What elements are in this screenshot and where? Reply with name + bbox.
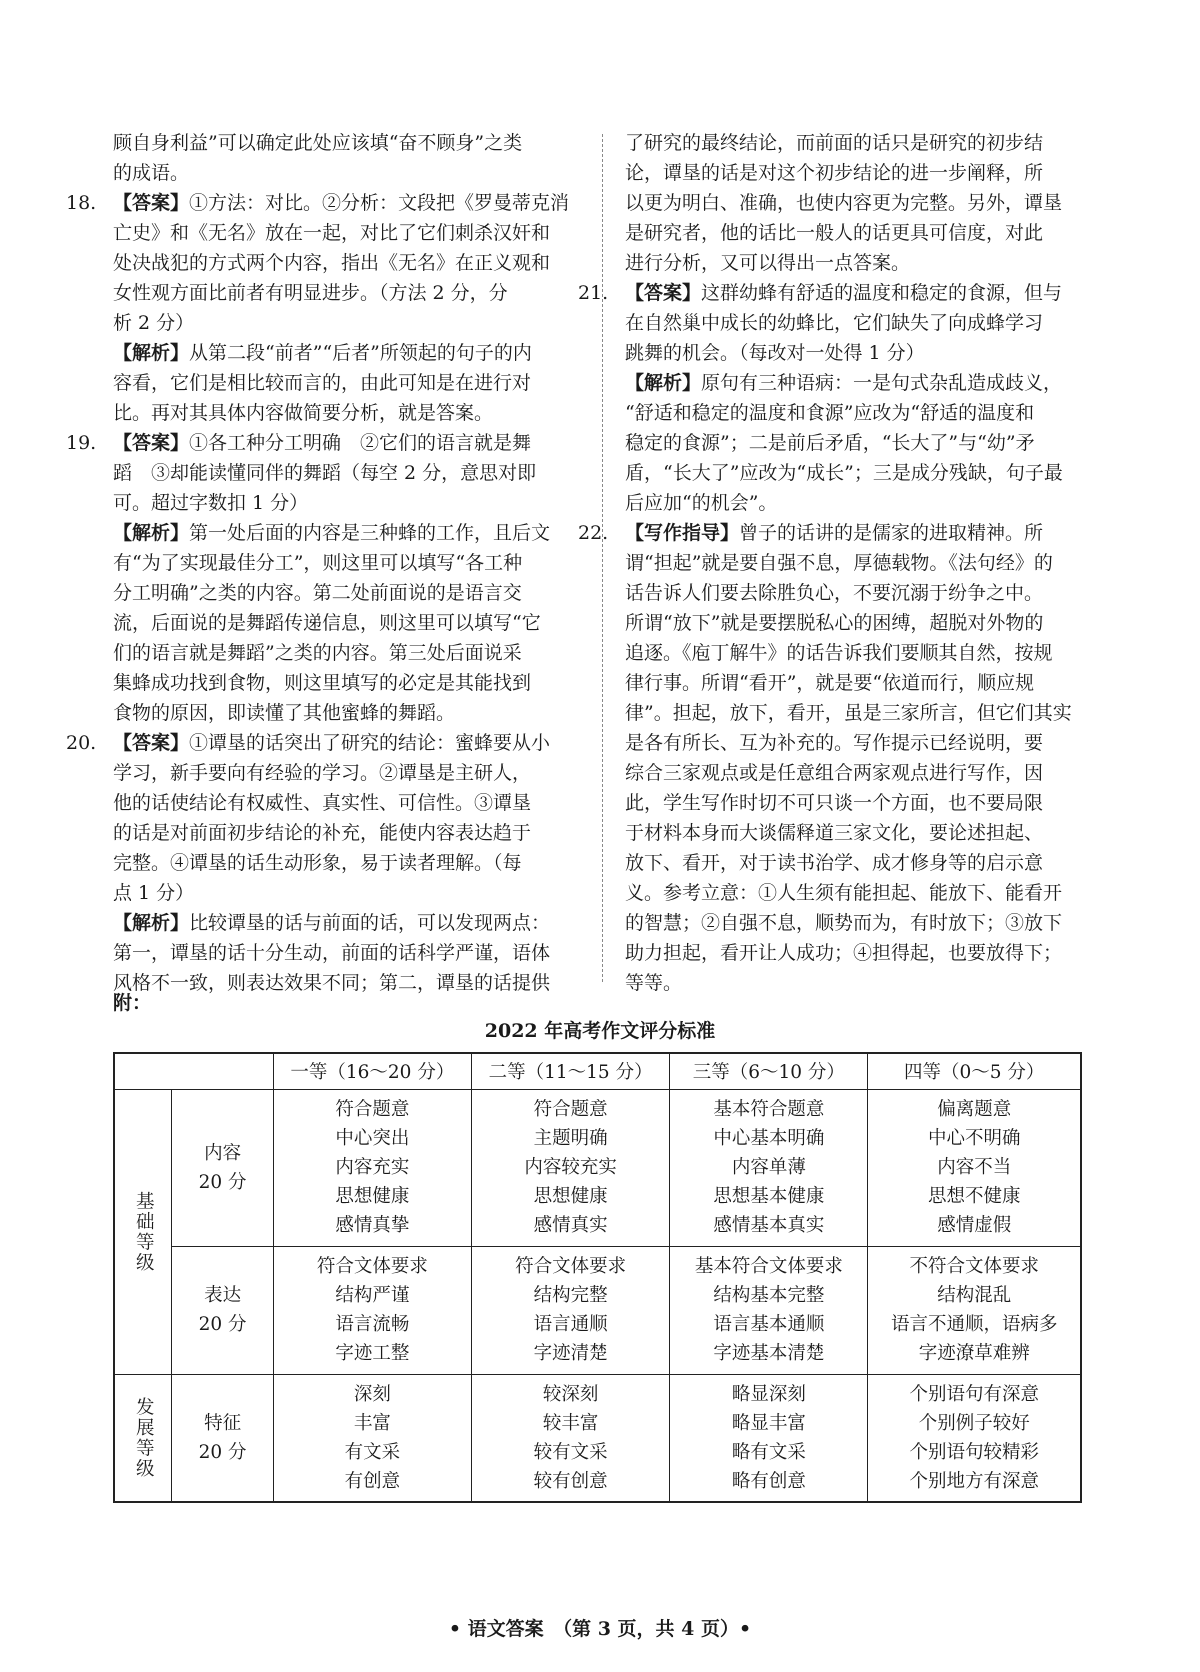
line-text: 可。超过字数扣 1 分） [113,492,309,514]
line-text: ①各工种分工明确 ②它们的语言就是舞 [189,432,532,454]
line-text: 于材料本身而大谈儒释道三家文化，要论述担起、 [625,822,1044,844]
grade-criterion: 思想健康 [335,1186,410,1207]
text-line [113,518,583,548]
text-line [113,488,583,518]
line-text: 综合三家观点或是任意组合两家观点进行写作，因 [625,762,1044,784]
text-line [625,248,1090,278]
line-text: 曾子的话讲的是儒家的进取精神。所 [739,522,1044,544]
grade-header: 一等（16～20 分） [273,1053,471,1089]
line-text: 的话是对前面初步结论的补充，能使内容表达趋于 [113,822,532,844]
grade-cell [273,1374,471,1502]
line-text: “舒适和稳定的温度和食源”应改为“舒适的温度和 [625,402,1035,424]
grade-cell [471,1246,669,1374]
text-line [113,788,583,818]
line-text: 蹈 ③却能读懂同伴的舞蹈（每空 2 分，意思对即 [113,462,537,484]
question-number: 19. [66,432,97,454]
grade-criterion: 语言通顺 [533,1314,608,1335]
text-line [113,248,583,278]
text-line [625,278,1090,308]
text-line [625,758,1090,788]
grade-criterion: 个别例子较好 [918,1412,1030,1434]
text-line [625,878,1090,908]
criterion-label [172,1089,273,1246]
line-text: 原句有三种语病：一是句式杂乱造成歧义， [701,372,1063,394]
line-text: 稳定的食源”；二是前后矛盾，“长大了”与“幼”矛 [625,432,1035,454]
text-line [625,458,1090,488]
grade-criterion: 语言不通顺，语病多 [890,1314,1058,1335]
text-line [625,398,1090,428]
grade-criterion: 字迹清楚 [533,1343,608,1364]
section-tag: 【答案】 [113,732,190,754]
grade-cell [471,1374,669,1502]
grade-criterion: 主题明确 [533,1128,608,1149]
grade-criterion: 较深刻 [542,1383,599,1405]
line-text: 点 1 分） [113,882,195,904]
text-line [113,308,583,338]
grade-criterion: 中心基本明确 [713,1128,825,1149]
text-line [113,938,583,968]
text-line [625,518,1090,548]
line-text: 处决战犯的方式两个内容，指出《无名》在正义观和 [113,252,551,274]
grade-criterion: 中心突出 [335,1128,410,1149]
text-line [625,638,1090,668]
text-line [625,668,1090,698]
grade-criterion: 个别地方有深意 [909,1470,1039,1492]
section-tag: 【解析】 [625,372,702,394]
line-text: 是各有所长、互为补充的。写作提示已经说明，要 [625,732,1044,754]
section-tag: 【解析】 [113,912,190,934]
text-line [625,908,1090,938]
grade-criterion: 结构严谨 [335,1285,410,1306]
grade-cell [670,1374,868,1502]
answer-paragraph [113,908,583,998]
text-line [625,938,1090,968]
table-title: 2022 年高考作文评分标准 [484,1020,716,1042]
section-tag: 【写作指导】 [625,522,740,544]
text-line [113,698,583,728]
line-text: 第一，谭垦的话十分生动，前面的话科学严谨，语体 [113,942,551,964]
line-text: 完整。④谭垦的话生动形象，易于读者理解。（每 [113,852,522,874]
line-text: 此，学生写作时切不可只谈一个方面，也不要局限 [625,792,1044,814]
grade-criterion: 感情基本真实 [713,1215,825,1236]
answer-paragraph [113,338,583,428]
line-text: 话告诉人们要去除胜负心，不要沉溺于纷争之中。 [625,582,1044,604]
line-text: 女性观方面比前者有明显进步。（方法 2 分，分 [113,282,508,304]
answer-paragraph [625,128,1090,278]
text-line [113,398,583,428]
grade-cell [868,1089,1081,1246]
left-column [66,128,583,998]
grade-header: 二等（11～15 分） [471,1053,669,1089]
line-text: 的成语。 [113,162,190,184]
grade-criterion: 符合文体要求 [316,1256,428,1277]
question-number: 18. [66,192,97,214]
grade-criterion: 个别语句有深意 [909,1383,1039,1405]
text-line [113,368,583,398]
line-text: 是研究者，他的话比一般人的话更具可信度，对此 [625,222,1044,244]
grade-criterion: 偏离题意 [937,1099,1012,1120]
grade-criterion: 字迹潦草难辨 [918,1343,1030,1364]
line-text: 所谓“放下”就是要摆脱私心的困缚，超脱对外物的 [625,612,1044,634]
line-text: 律”。担起，放下，看开，虽是三家所言，但它们其实 [625,702,1072,724]
grade-cell [868,1246,1081,1374]
grade-criterion: 思想不健康 [927,1186,1021,1207]
answer-paragraph [66,188,583,338]
criterion-score: 20 分 [198,1441,247,1463]
line-text: ①方法：对比。②分析：文段把《罗曼蒂克消 [189,192,570,214]
text-line [625,788,1090,818]
line-text: 这群幼蜂有舒适的温度和稳定的食源，但与 [701,282,1063,304]
grade-header: 三等（6～10 分） [670,1053,868,1089]
grade-criterion: 略显丰富 [731,1412,806,1434]
column-divider [602,134,603,982]
grade-criterion: 语言基本通顺 [713,1314,825,1335]
text-line [113,158,583,188]
line-text: 以更为明白、准确，也使内容更为完整。另外，谭垦 [625,192,1063,214]
line-text: 从第二段“前者”“后者”所领起的句子的内 [189,342,532,364]
grade-criterion: 感情真挚 [335,1215,410,1236]
text-line [625,608,1090,638]
question-number: 20. [66,732,97,754]
text-line [113,758,583,788]
section-label [114,1089,172,1374]
grade-criterion: 不符合文体要求 [909,1256,1039,1277]
text-line [113,878,583,908]
grade-criterion: 中心不明确 [927,1128,1021,1149]
grade-cell [471,1089,669,1246]
attachment-label: 附： [113,992,152,1014]
line-text: 亡史》和《无名》放在一起，对比了它们刺杀汉奸和 [113,222,551,244]
line-text: 风格不一致，则表达效果不同；第二，谭垦的话提供 [113,972,551,994]
section-tag: 【答案】 [113,192,190,214]
grade-cell [670,1089,868,1246]
grade-criterion: 符合题意 [533,1099,608,1120]
text-line [625,818,1090,848]
grade-criterion: 思想健康 [533,1186,608,1207]
grade-criterion: 结构基本完整 [713,1285,825,1306]
grade-criterion: 丰富 [353,1412,391,1434]
line-text: 第一处后面的内容是三种蜂的工作，且后文 [189,522,551,544]
text-line [625,578,1090,608]
grade-cell [273,1089,471,1246]
line-text: 有“为了实现最佳分工”，则这里可以填写“各工种 [113,552,523,574]
grade-criterion: 思想基本健康 [713,1186,825,1207]
grade-criterion: 语言流畅 [335,1314,410,1335]
section-tag: 【解析】 [113,342,190,364]
text-line [113,608,583,638]
line-text: 盾，“长大了”应改为“成长”；三是成分残缺，句子最 [625,462,1063,484]
text-line [113,128,583,158]
grade-cell [868,1374,1081,1502]
line-text: 谓“担起”就是要自强不息，厚德载物。《法句经》的 [625,552,1053,574]
answer-paragraph [113,128,583,188]
text-line [113,968,583,998]
text-line [625,128,1090,158]
table-corner-cell [114,1053,273,1089]
text-line [625,158,1090,188]
grade-criterion: 内容较充实 [524,1157,617,1178]
criterion-score: 20 分 [198,1314,247,1335]
section-tag: 【解析】 [113,522,190,544]
line-text: 进行分析，又可以得出一点答案。 [625,252,911,274]
section-label-text: 发展等级 [133,1396,155,1479]
grade-criterion: 较丰富 [542,1412,599,1434]
grading-table [113,1052,1082,1503]
question-number: 22. [578,522,609,544]
grade-criterion: 感情真实 [533,1215,608,1236]
grade-criterion: 较有创意 [533,1470,608,1492]
text-line [625,698,1090,728]
line-text: 的智慧；②自强不息，顺势而为，有时放下；③放下 [625,912,1063,934]
text-line [625,488,1090,518]
text-line [113,218,583,248]
text-line [113,338,583,368]
line-text: 等等。 [625,972,683,994]
line-text: 食物的原因，即读懂了其他蜜蜂的舞蹈。 [113,702,456,724]
criterion-name: 特征 [204,1412,242,1434]
section-tag: 【答案】 [625,282,702,304]
line-text: 律行事。所谓“看开”，就是要“依道而行，顺应规 [625,672,1035,694]
grade-criterion: 符合文体要求 [515,1256,627,1277]
text-line [113,668,583,698]
text-line [113,428,583,458]
line-text: 比。再对其具体内容做简要分析，就是答案。 [113,402,494,424]
text-line [625,308,1090,338]
line-text: 比较谭垦的话与前面的话，可以发现两点： [189,912,551,934]
grade-criterion: 较有文采 [533,1441,608,1463]
text-line [625,338,1090,368]
grade-cell [670,1246,868,1374]
line-text: 集蜂成功找到食物，则这里填写的必定是其能找到 [113,672,532,694]
text-line [625,848,1090,878]
section-label [114,1374,172,1502]
page-footer: • 语文答案 （第 3 页，共 4 页）• [448,1618,752,1640]
answer-paragraph [113,518,583,728]
grade-criterion: 结构混乱 [937,1285,1012,1306]
grade-criterion: 内容不当 [937,1157,1012,1178]
line-text: 了研究的最终结论，而前面的话只是研究的初步结 [625,132,1044,154]
line-text: 放下、看开，对于读书治学、成才修身等的启示意 [625,852,1044,874]
line-text: 跳舞的机会。（每改对一处得 1 分） [625,342,925,364]
text-line [625,188,1090,218]
text-line [113,728,583,758]
line-text: 助力担起，看开让人成功；④担得起，也要放得下； [625,942,1063,964]
text-line [625,548,1090,578]
grade-header: 四等（0～5 分） [868,1053,1081,1089]
section-label-text: 基础等级 [133,1190,155,1273]
criterion-label [172,1246,273,1374]
answer-paragraph [66,728,583,908]
text-line [113,548,583,578]
line-text: 他的话使结论有权威性、真实性、可信性。③谭垦 [113,792,532,814]
line-text: 后应加“的机会”。 [625,492,778,514]
grade-criterion: 内容单薄 [731,1157,806,1178]
grade-criterion: 有创意 [344,1470,401,1492]
grade-criterion: 深刻 [353,1383,391,1405]
criterion-name: 内容 [204,1142,242,1164]
criterion-label [172,1374,273,1502]
grade-criterion: 有文采 [344,1441,401,1463]
grade-criterion: 个别语句较精彩 [909,1441,1039,1463]
criterion-score: 20 分 [198,1171,247,1193]
grade-criterion: 基本符合文体要求 [694,1256,843,1277]
text-line [625,218,1090,248]
answer-paragraph [66,428,583,518]
text-line [113,188,583,218]
line-text: 顾自身利益”可以确定此处应该填“奋不顾身”之类 [113,132,523,154]
text-line [625,968,1090,998]
grade-criterion: 基本符合题意 [713,1099,825,1120]
question-number: 21. [578,282,609,304]
line-text: 流，后面说的是舞蹈传递信息，则这里可以填写“它 [113,612,541,634]
grade-criterion: 略有文采 [731,1441,806,1463]
criterion-name: 表达 [204,1285,242,1306]
grade-cell [273,1246,471,1374]
line-text: 追逐。《庖丁解牛》的话告诉我们要顺其自然，按规 [625,642,1053,664]
section-tag: 【答案】 [113,432,190,454]
line-text: 分工明确”之类的内容。第二处前面说的是语言交 [113,582,522,604]
text-line [113,458,583,488]
line-text: ①谭垦的话突出了研究的结论：蜜蜂要从小 [189,732,551,754]
line-text: 容看，它们是相比较而言的，由此可知是在进行对 [113,372,532,394]
grade-criterion: 字迹基本清楚 [713,1343,825,1364]
line-text: 论，谭垦的话是对这个初步结论的进一步阐释，所 [625,162,1044,184]
grade-criterion: 结构完整 [533,1285,608,1306]
grade-criterion: 字迹工整 [335,1343,410,1364]
text-line [113,908,583,938]
text-line [113,278,583,308]
answer-paragraph [578,278,1090,368]
line-text: 学习，新手要向有经验的学习。②谭垦是主研人， [113,762,532,784]
grade-criterion: 内容充实 [335,1157,410,1178]
grade-criterion: 符合题意 [335,1099,410,1120]
line-text: 义。参考立意：①人生须有能担起、能放下、能看开 [625,882,1063,904]
right-column [578,128,1090,998]
text-line [113,818,583,848]
text-line [113,638,583,668]
text-line [113,578,583,608]
answer-paragraph [625,368,1090,518]
line-text: 在自然巢中成长的幼蜂比，它们缺失了向成蜂学习 [625,312,1044,334]
text-line [625,728,1090,758]
grade-criterion: 感情虚假 [937,1215,1012,1236]
grade-criterion: 略有创意 [731,1470,806,1492]
answer-paragraph [578,518,1090,998]
text-line [113,848,583,878]
line-text: 们的语言就是舞蹈”之类的内容。第三处后面说采 [113,642,522,664]
text-line [625,368,1090,398]
line-text: 析 2 分） [113,312,195,334]
text-line [625,428,1090,458]
grade-criterion: 略显深刻 [731,1383,806,1405]
